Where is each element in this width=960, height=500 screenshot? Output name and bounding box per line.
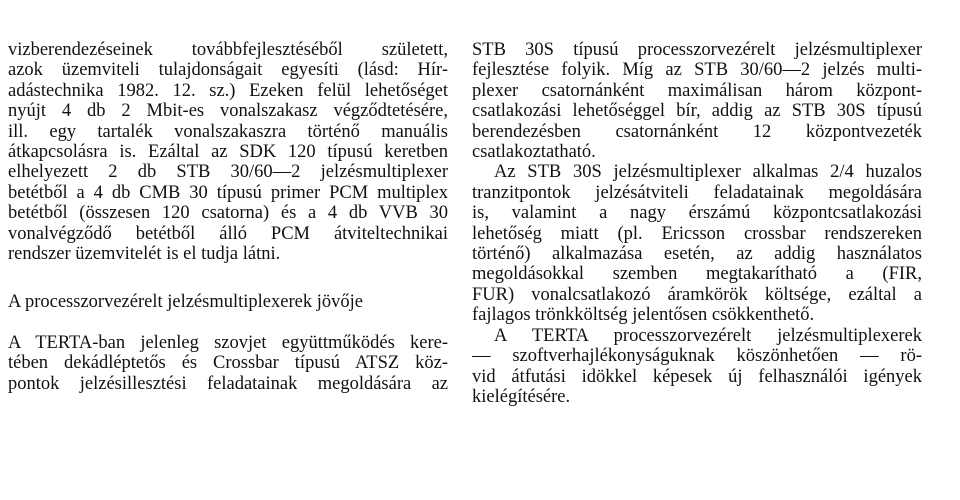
text-line: vid átfutási idökkel képesek új felhasználói igények <box>472 366 922 387</box>
spacer <box>8 313 448 333</box>
text-line: STB 30S típusú processzorvezérelt jelzésmultiplexer <box>472 40 922 60</box>
text-line: megoldásokkal szemben megtakarítható a (FIR, <box>472 264 922 285</box>
right-paragraph-1 <box>472 40 922 162</box>
left-column <box>8 40 448 394</box>
right-paragraph-2 <box>472 162 922 325</box>
text-line: Az STB 30S jelzésmultiplexer alkalmas 2/4 huzalos <box>494 162 922 183</box>
text-line: plexer csatornánként maximálisan három központ- <box>472 80 922 101</box>
text-line: adástechnika 1982. 12. sz.) Ezeken felül lehetőséget <box>8 80 448 101</box>
text-line: A TERTA processzorvezérelt jelzésmultiplexerek <box>494 325 922 346</box>
text-line: betétből a 4 db CMB 30 típusú primer PCM multiplex <box>8 182 448 203</box>
text-line: berendezésben csatornánként 12 központvezeték <box>472 121 922 142</box>
text-line: lehetőség miatt (pl. Ericsson crossbar rendszereken <box>472 223 922 244</box>
text-line: FUR) vonalcsatlakozó áramkörök költsége, ezáltal a <box>472 284 922 305</box>
text-line: A TERTA-ban jelenleg szovjet együttműködés kere- <box>8 332 448 353</box>
text-line: átkapcsolásra is. Ezáltal az SDK 120 típusú keretben <box>8 142 448 163</box>
text-line: fejlesztése folyik. Míg az STB 30/60—2 jelzés multi- <box>472 60 922 81</box>
text-line: kielégítésére. <box>472 386 571 407</box>
right-paragraph-3 <box>472 326 922 408</box>
spacer <box>8 264 448 292</box>
text-line: történő) alkalmazása esetén, az addig használatos <box>472 244 922 265</box>
text-line: nyújt 4 db 2 Mbit-es vonalszakasz végződtetésére, <box>8 101 448 122</box>
text-line: tében dekádléptetős és Crossbar típusú ATSZ köz- <box>8 353 448 374</box>
text-line: elhelyezett 2 db STB 30/60—2 jelzésmultiplexer <box>8 162 448 183</box>
text-line: — szoftverhajlékonyságuknak köszönhetően — rö- <box>472 346 922 367</box>
text-line: rendszer üzemvitelét is el tudja látni. <box>8 244 281 265</box>
text-line: vonalvégződő betétből álló PCM átviteltechnikai <box>8 223 448 244</box>
text-line: fajlagos trönkköltség jelentősen csökkenthető. <box>472 305 815 326</box>
text-line: is, valamint a nagy érszámú központcsatlakozási <box>472 203 922 224</box>
right-column <box>472 40 922 407</box>
text-line: pontok jelzésillesztési feladatainak megoldására az <box>8 373 448 394</box>
section-heading: A processzorvezérelt jelzésmultiplexerek jövője <box>8 292 363 313</box>
text-line: tranzitpontok jelzésátviteli feladatainak megoldására <box>472 182 922 203</box>
text-line: csatlakozási lehetőséggel bír, addig az STB 30S típusú <box>472 101 922 122</box>
text-line: ill. egy tartalék vonalszakaszra történő manuális <box>8 121 448 142</box>
text-line: vizberendezéseinek továbbfejlesztéséből született, <box>8 40 448 60</box>
text-line: csatlakoztatható. <box>472 142 596 163</box>
left-paragraph-2 <box>8 333 448 394</box>
left-paragraph-1 <box>8 40 448 264</box>
text-line: azok üzemviteli tulajdonságait egyesíti (lásd: Hír- <box>8 60 448 81</box>
text-line: betétből (összesen 120 csatorna) és a 4 db VVB 30 <box>8 203 448 224</box>
